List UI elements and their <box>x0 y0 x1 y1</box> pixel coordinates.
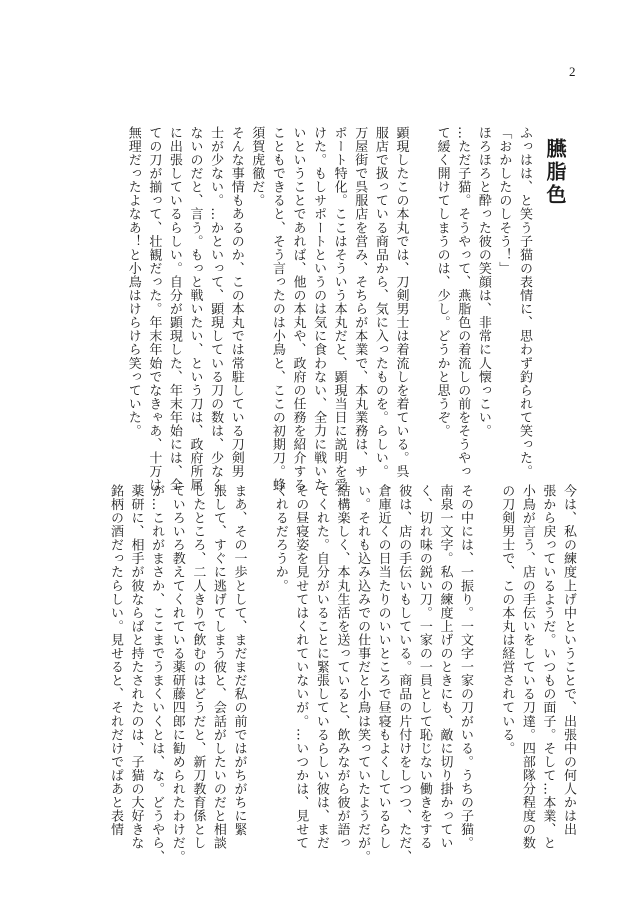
text-line: ての刀が揃って、壮観だった。年末年始でなきゃあ、十万は <box>146 126 162 492</box>
text-line: て緩く開けてしまうのは、少し。どうかと思うぞ。 <box>434 126 450 438</box>
text-line: てくれた。自分がいることに緊張しているらしい彼は、まだ <box>313 484 329 850</box>
text-line: が…これがまさか、ここまでうまくいくとは、な。どうやら、 <box>149 484 165 864</box>
page-number: 2 <box>569 64 576 79</box>
text-line: いということであれば、他の本丸や、政府の任務を紹介する <box>290 126 306 492</box>
text-line: したところ、二人きりで飲むのはどうだと、新刀教育係とし <box>190 484 206 850</box>
text-line: その中には、一振り。一文字一家の刀がいる。うちの子猫。 <box>458 484 474 850</box>
text-line: 士が少ない。…かといって、顕現している刀の数は、少なく <box>208 126 224 492</box>
text-line <box>475 484 496 844</box>
text-line: 服店で扱っている商品から、気に入ったものを。らしい。 <box>372 126 388 479</box>
text-line: 張から戻っているようだ。いつもの面子。そして…本業、と <box>540 484 556 850</box>
text-line: に出張しているらしい。自分が顕現した、年末年始には、全 <box>166 126 182 492</box>
text-line: 張して、すぐに逃げてしまう彼と、会話がしたいのだと相談 <box>210 484 226 850</box>
text-line: 万屋街で呉服店を営み、そちらが本業で、本丸業務は、サ <box>352 126 368 479</box>
text-line: ないのだと、言う。もっと戦いたい、という刀は、政府所属 <box>187 126 203 492</box>
text-line <box>410 126 431 446</box>
text-line: こともできると、そう言ったのは小鳥と、ここの初期刀。蜂 <box>269 126 285 492</box>
text-line: ほろほろと酔った彼の笑顔は、非常に人懐っこい。 <box>475 126 491 438</box>
text-line <box>249 484 270 844</box>
text-line: 「おかしたのしそう！」 <box>496 126 512 276</box>
text-line: けた。もしサポートというのは気に食わない、全力に戦いた <box>311 126 327 492</box>
body-text-lower <box>96 484 578 864</box>
text-line: 須賀虎徹だ。 <box>249 126 265 208</box>
text-line: 顕現したこの本丸では、刀剣男士は着流しを着ている。呉 <box>393 126 409 479</box>
text-line: …ただ子猫。そうやって、燕脂色の着流しの前をそうやっ <box>455 126 471 479</box>
text-line: ていろいろ教えてくれている薬研藤四郎に勧められたわけだ。 <box>169 484 185 864</box>
text-line: の刀剣男士で、この本丸は経営されている。 <box>499 484 515 755</box>
text-line: 無理だったよなあ！と小鳥はけらけら笑っていた。 <box>125 126 141 438</box>
body-text-upper <box>104 126 534 492</box>
text-line: 南泉一文字。私の練度上げのときにも、敵に切り掛かってい <box>437 484 453 850</box>
chapter-title: 臙脂色 <box>543 138 567 207</box>
text-line: い。それも込み込みでの仕事だと小鳥は笑っていたようだが。 <box>355 484 371 864</box>
text-line: 彼は、店の手伝いもしている。商品の片付けをしつつ、ただ、 <box>396 484 412 864</box>
text-line: 倉庫近くの日当たりのいいところで昼寝もよくしているらし <box>375 484 391 850</box>
text-line: 結構楽しく、本丸生活を送っていると、飲みながら彼が語っ <box>334 484 350 850</box>
text-line: その昼寝姿を見せてはくれていないが。…いつかは、見せて <box>293 484 309 850</box>
text-line: 銘柄の酒だったらしい。見せると、それだけでぱあと表情 <box>107 484 123 837</box>
text-line: く、切れ味の鋭い刀。一家の一員として恥じない働きをする <box>416 484 432 850</box>
text-line: 薬研に、相手が彼ならばと持たされたのは、子猫の大好きな <box>128 484 144 850</box>
text-line: ふっはは、と笑う子猫の表情に、思わず釣られて笑った。 <box>517 126 532 479</box>
text-line: 今は、私の練度上げ中ということで、出張中の何人かは出 <box>561 484 576 837</box>
text-line: くれるだろうか。 <box>272 484 288 593</box>
text-line: まあ、その一歩として、まだまだ私の前ではがちがちに緊 <box>231 484 247 837</box>
text-line: 小鳥が言う、店の手伝いをしている刀達。四部隊分程度の数 <box>519 484 535 850</box>
text-line: そんな事情もあるのか、この本丸では常駐している刀剣男 <box>228 126 244 479</box>
text-line: ポート特化。ここはそういう本丸だと、顕現当日に説明を受 <box>331 126 347 492</box>
